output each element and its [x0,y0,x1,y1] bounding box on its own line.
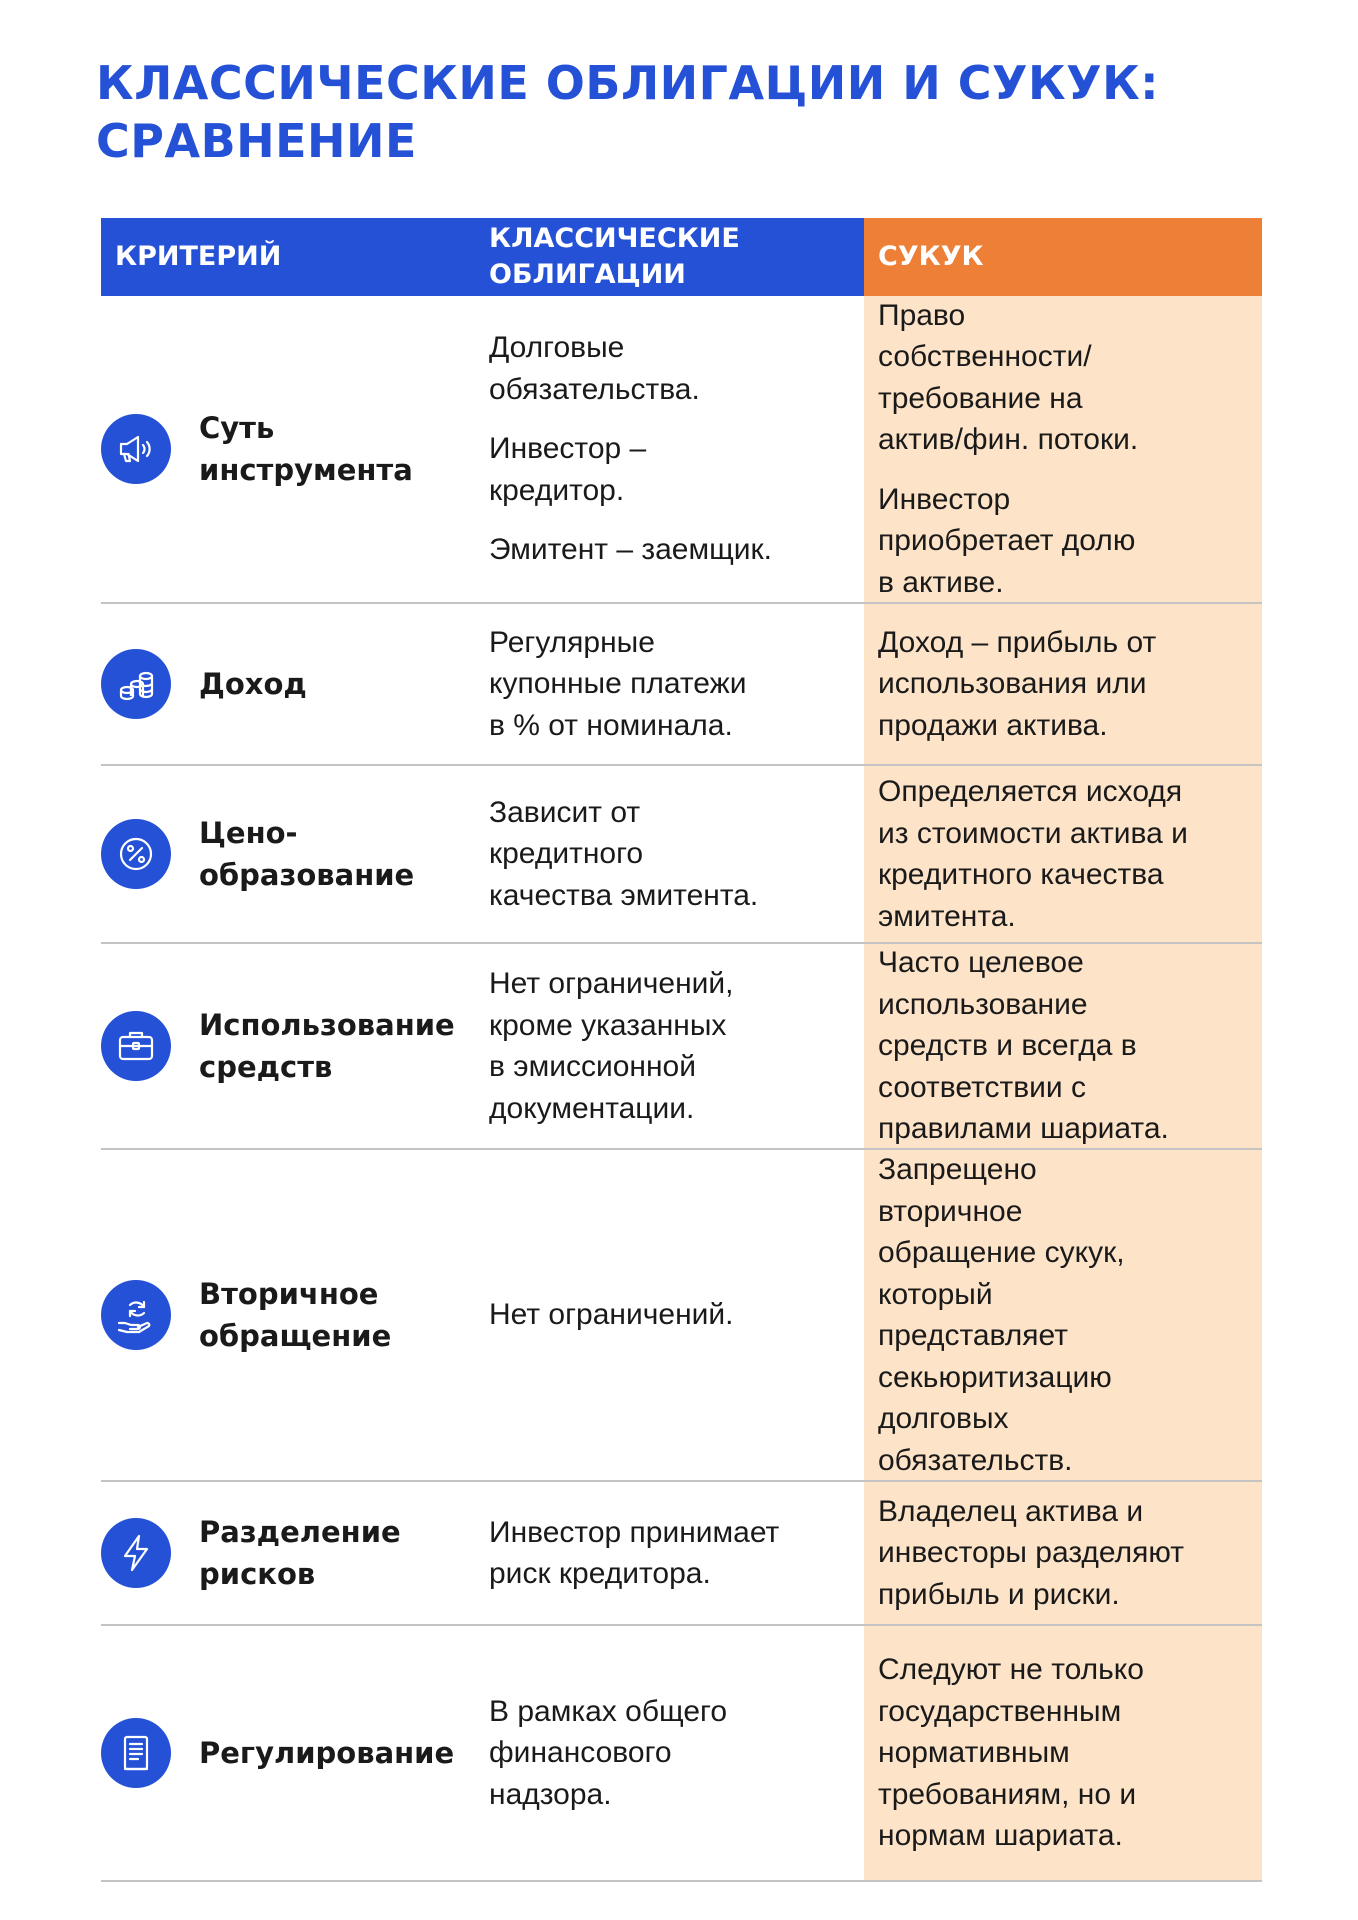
cell-line: Долговые [489,331,625,365]
cell-line: кредитного [489,837,644,871]
criterion-line: Вторичное [199,1277,379,1311]
cell-line: Эмитент – заемщик. [489,533,773,567]
cell-line: кроме указанных [489,1008,727,1042]
cell-line: представляет [878,1319,1068,1352]
sukuk-cell [864,1626,1262,1880]
table-row [101,296,1262,604]
criterion-line: инструмента [199,453,413,487]
cell-paragraph [489,1512,856,1595]
cell-line: купонные платежи [489,667,747,701]
cell-line: прибыль и риски. [878,1577,1120,1611]
cell-line: качества эмитента. [489,878,759,912]
criterion-label [199,1004,455,1088]
criterion-label [199,407,413,491]
criterion-line: средств [199,1050,333,1084]
cell-line: Инвестор [878,482,1011,516]
table-row [101,1150,1262,1482]
cell-line: Зависит от [489,795,641,829]
cell-line: продажи актива. [878,708,1108,742]
coins-icon [101,649,171,719]
cell-line: приобретает долю [878,524,1136,558]
cell-paragraph [878,771,1256,937]
cell-line: документации. [489,1091,695,1125]
cell-line: вторичное [878,1194,1023,1228]
header-sukuk: СУКУК [864,218,1262,296]
sukuk-cell [864,1150,1262,1480]
criterion-cell [101,944,479,1148]
cell-line: надзора. [489,1777,612,1811]
header-criterion: КРИТЕРИЙ [101,218,479,296]
criterion-line: Цено- [199,816,298,850]
sukuk-cell [864,296,1262,602]
exchange-hand-icon [101,1280,171,1350]
cell-line: Следуют не только [878,1653,1144,1687]
cell-line: Инвестор принимает [489,1515,780,1549]
cell-line: государственным [878,1694,1122,1728]
cell-line: риск кредитора. [489,1557,711,1590]
criterion-line: рисков [199,1557,316,1591]
table-header [101,218,1262,296]
criterion-label [199,1511,401,1595]
sukuk-cell [864,604,1262,764]
cell-line: правилами шариата. [878,1112,1169,1146]
cell-line: Право [878,298,966,332]
cell-paragraph [878,479,1256,604]
cell-line: собственности/ [878,340,1092,374]
header-classic-bonds [479,218,864,296]
cell-line: Запрещено [878,1153,1037,1186]
briefcase-icon [101,1011,171,1081]
cell-line: эмитента. [878,899,1016,933]
cell-line: секьюритизацию [878,1360,1112,1394]
cell-paragraph [489,792,856,917]
criterion-line: обращение [199,1319,392,1353]
document-icon [101,1718,171,1788]
sukuk-cell [864,944,1262,1148]
cell-paragraph [489,1691,856,1816]
cell-line: Часто целевое [878,946,1084,980]
criterion-line: образование [199,858,415,892]
criterion-cell [101,1150,479,1480]
criterion-cell [101,604,479,764]
cell-line: в % от номинала. [489,708,733,742]
criterion-line: Суть [199,411,275,445]
cell-line: использования или [878,667,1147,701]
cell-line: нормам шариата. [878,1819,1123,1853]
table-row [101,604,1262,766]
criterion-label [199,1732,454,1774]
cell-line: нормативным [878,1736,1070,1770]
cell-line: Определяется исходя [878,775,1183,808]
table-row [101,1482,1262,1626]
cell-line: инвесторы разделяют [878,1536,1184,1570]
criterion-line: Доход [199,667,307,701]
cell-line: средств и всегда в [878,1029,1137,1063]
cell-line: Нет ограничений. [489,1298,734,1332]
cell-line: финансового [489,1736,672,1770]
header-bonds-line-1: КЛАССИЧЕСКИЕ [489,223,740,254]
cell-line: кредитного качества [878,858,1164,891]
title-line-2: СРАВНЕНИЕ [96,114,417,168]
cell-line: требование на [878,381,1083,415]
cell-line: Регулярные [489,625,655,659]
table-row [101,766,1262,944]
cell-line: долговых [878,1402,1009,1435]
table-body [101,296,1262,1882]
cell-paragraph [878,1649,1256,1857]
classic-bonds-cell [479,1150,864,1480]
cell-paragraph [489,529,856,571]
megaphone-icon [101,414,171,484]
criterion-line: Разделение [199,1515,401,1549]
criterion-cell [101,766,479,942]
page-title [96,54,1256,170]
cell-paragraph [489,963,856,1129]
classic-bonds-cell [479,296,864,602]
header-bonds-line-2: ОБЛИГАЦИИ [489,259,686,290]
classic-bonds-cell [479,604,864,764]
cell-paragraph [878,1149,1256,1481]
cell-line: обязательств. [878,1443,1073,1477]
sukuk-cell [864,1482,1262,1624]
cell-paragraph [878,1491,1256,1616]
cell-paragraph [489,327,856,410]
cell-paragraph [878,942,1256,1150]
table-row [101,1626,1262,1882]
cell-paragraph [878,622,1256,747]
percent-icon [101,819,171,889]
cell-paragraph [489,622,856,747]
cell-line: обязательства. [489,372,700,406]
criterion-cell [101,1626,479,1880]
cell-line: из стоимости актива и [878,816,1188,850]
cell-line: обращение сукук, [878,1236,1125,1269]
cell-paragraph [489,1294,856,1336]
cell-line: кредитор. [489,473,625,507]
cell-line: Нет ограничений, [489,967,734,1000]
classic-bonds-cell [479,1626,864,1880]
criterion-cell [101,1482,479,1624]
cell-line: Инвестор – [489,432,647,466]
lightning-icon [101,1518,171,1588]
criterion-label [199,1273,391,1357]
cell-line: который [878,1277,993,1311]
cell-paragraph [878,295,1256,461]
criterion-line: Регулирование [199,1736,455,1770]
cell-line: в эмиссионной [489,1050,696,1083]
cell-line: соответствии с [878,1070,1087,1104]
classic-bonds-cell [479,944,864,1148]
criterion-label [199,812,414,896]
cell-line: Владелец актива и [878,1494,1144,1528]
comparison-table [101,218,1262,1882]
classic-bonds-cell [479,766,864,942]
classic-bonds-cell [479,1482,864,1624]
table-row [101,944,1262,1150]
cell-paragraph [489,428,856,511]
cell-line: Доход – прибыль от [878,625,1157,659]
criterion-line: Использование [199,1008,455,1042]
criterion-cell [101,296,479,602]
cell-line: актив/фин. потоки. [878,423,1139,457]
cell-line: в активе. [878,565,1004,599]
sukuk-cell [864,766,1262,942]
cell-line: В рамках общего [489,1694,728,1728]
title-line-1: КЛАССИЧЕСКИЕ ОБЛИГАЦИИ И СУКУК: [96,56,1160,110]
cell-line: использование [878,987,1088,1021]
criterion-label [199,663,307,705]
cell-line: требованиям, но и [878,1777,1137,1811]
